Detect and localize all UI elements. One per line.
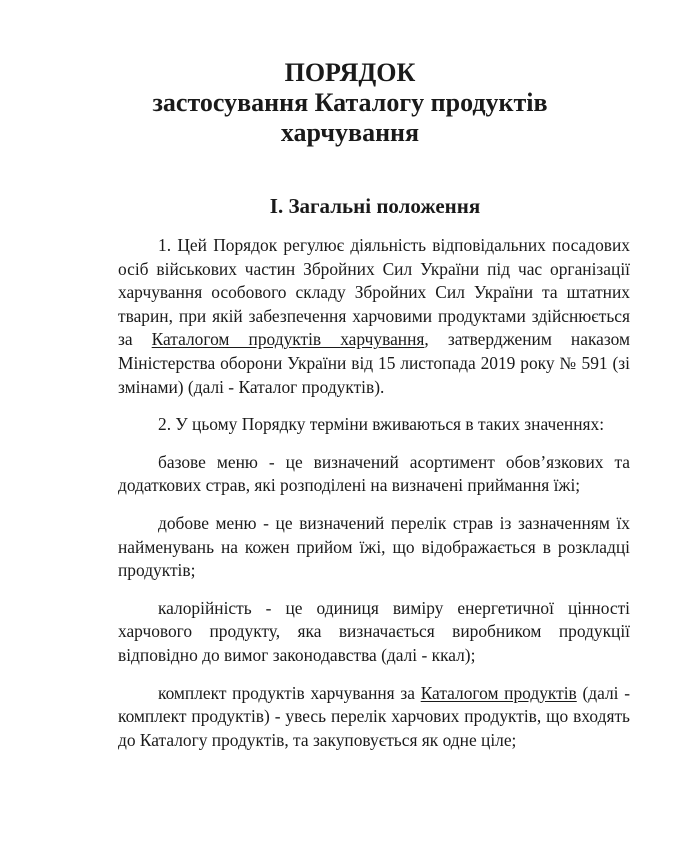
paragraph-1-text-end: , затвердженим наказом Міністерства оборони України від 15 листопада 2019 року № 591 (зі змінами) (далі - Каталог продуктів). (118, 329, 630, 397)
catalog-products-link[interactable]: Каталогом продуктів (420, 682, 577, 703)
definition-daily-menu: добове меню - це визначений перелік страв із зазначенням їх найменувань на кожен прийом їжі, що відображається в розкладці продуктів; (118, 512, 630, 581)
definition-product-set-text-end: (далі - комплект продуктів) - увесь перелік харчових продуктів, що входять до Каталогу продуктів, та закуповується як одне ціле; (118, 682, 630, 750)
paragraph-1-text-start: 1. Цей Порядок регулює діяльність відповідальних посадових осіб військових частин Збройних Сил України під час організації харчування особового складу Збройних Сил України та штатних тварин, при якій забезпечення харчовими продуктами здійснюється за (118, 235, 630, 350)
catalog-link[interactable]: Каталогом продуктів харчування (151, 329, 425, 350)
title-line-3: харчування (280, 118, 420, 147)
paragraph-1 (118, 234, 630, 399)
document-title (0, 58, 700, 148)
definition-base-menu: базове меню - це визначений асортимент обов’язкових та додаткових страв, які розподілені на визначені приймання їжі; (118, 451, 630, 496)
section-heading: I. Загальні положення (269, 194, 481, 218)
definition-calories: калорійність - це одиниця виміру енергетичної цінності харчового продукту, яка визначається виробником продукції відповідно до вимог законодавства (далі - ккал); (118, 597, 630, 665)
paragraph-2: 2. У цьому Порядку терміни вживаються в таких значеннях: (158, 414, 605, 435)
document-body (118, 234, 630, 766)
title-line-1: ПОРЯДОК (284, 58, 416, 87)
definition-product-set (118, 682, 630, 753)
definition-product-set-text-start: комплект продуктів харчування за (158, 682, 421, 703)
title-line-2: застосування Каталогу продуктів (152, 88, 548, 117)
